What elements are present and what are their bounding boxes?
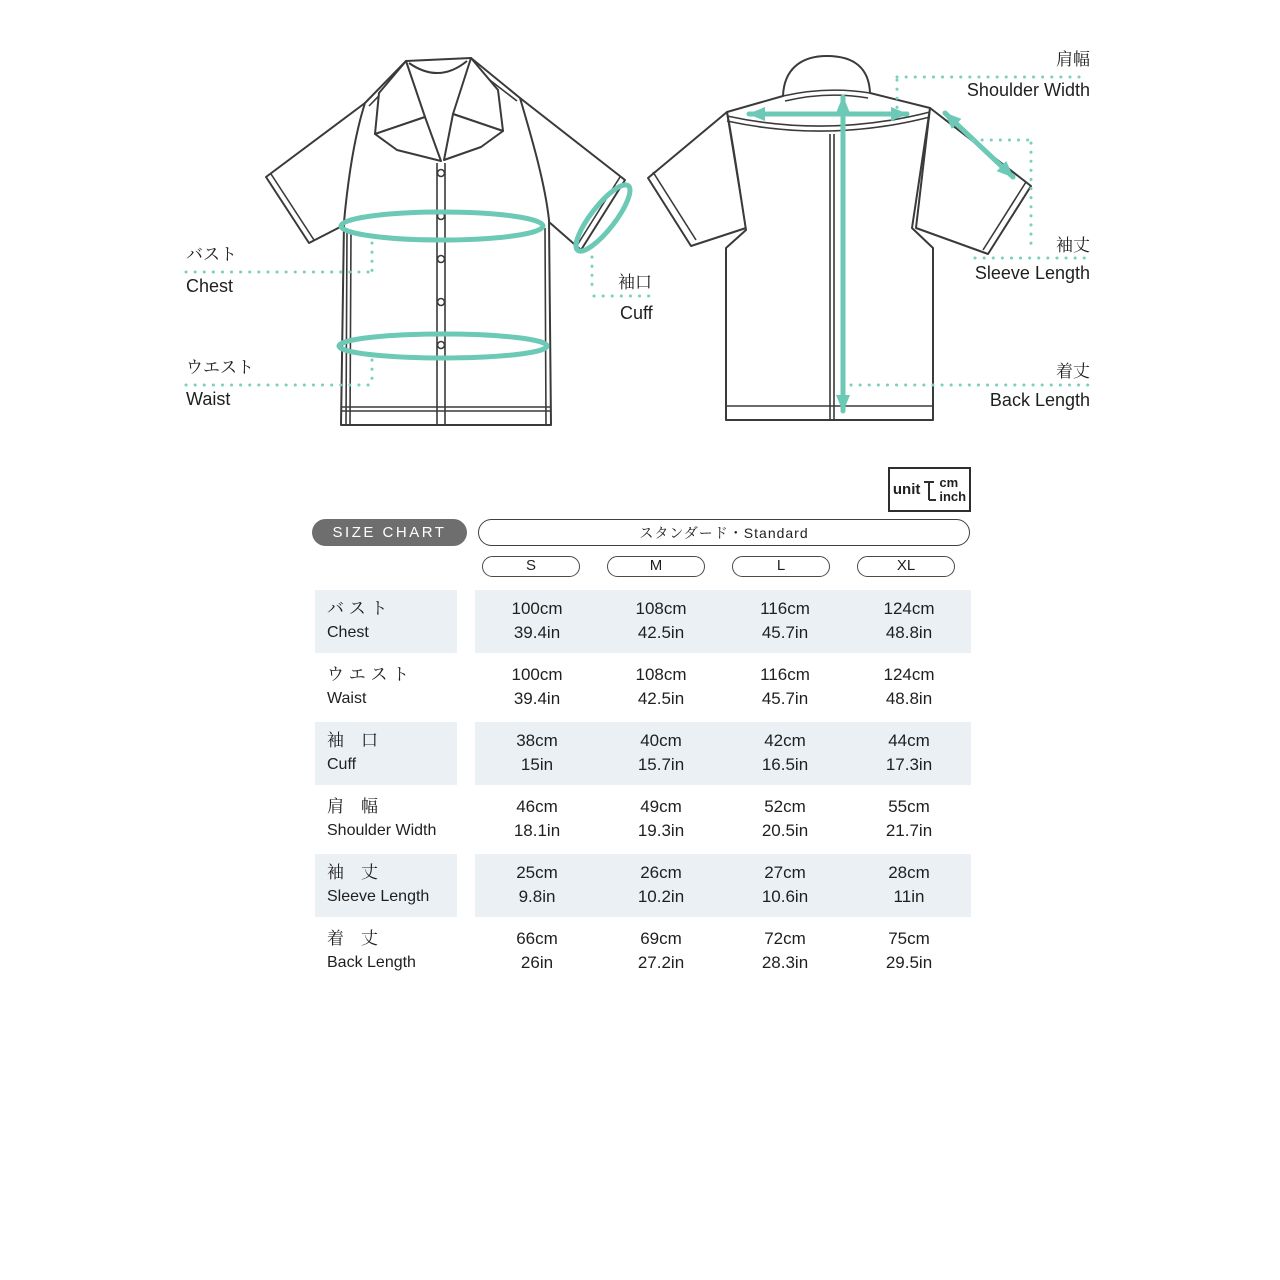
measurement-cell <box>847 590 971 653</box>
measurement-cell <box>847 854 971 917</box>
row-label-jp: 着 丈 <box>327 929 378 948</box>
table-row <box>315 722 971 785</box>
row-label <box>315 788 457 851</box>
value-cm: 100cm <box>511 599 563 618</box>
row-label <box>315 854 457 917</box>
size-chart-title-pill <box>312 519 467 546</box>
row-label-jp: 袖 口 <box>327 731 378 750</box>
value-cm: 108cm <box>635 599 687 618</box>
value-in: 39.4in <box>513 623 561 642</box>
table-row <box>315 788 971 851</box>
measurement-cell <box>599 656 723 719</box>
value-cm: 28cm <box>888 863 930 882</box>
value-in: 15in <box>520 755 554 774</box>
measurement-cell <box>847 920 971 983</box>
value-cm: 25cm <box>516 863 558 882</box>
measurement-cell <box>723 656 847 719</box>
cuff-label-en: Cuff <box>620 303 653 323</box>
value-cm: 66cm <box>516 929 558 948</box>
size-table <box>315 590 971 986</box>
measurement-cell <box>475 920 599 983</box>
table-row <box>315 854 971 917</box>
measurement-cell <box>599 854 723 917</box>
back-length-label-en: Back Length <box>989 390 1090 410</box>
row-label <box>315 656 457 719</box>
value-cm: 38cm <box>516 731 558 750</box>
value-in: 26in <box>520 953 554 972</box>
measurement-cell <box>599 590 723 653</box>
value-cm: 108cm <box>635 665 687 684</box>
unit-inch: inch <box>939 488 967 504</box>
row-label-jp: バ ス ト <box>327 599 388 618</box>
value-cm: 100cm <box>511 665 563 684</box>
row-label-en: Waist <box>327 690 367 707</box>
value-in: 21.7in <box>885 821 933 840</box>
value-in: 42.5in <box>637 623 685 642</box>
variant-pill <box>478 519 970 546</box>
unit-cm: cm <box>939 474 959 490</box>
row-label-en: Cuff <box>327 756 357 773</box>
value-in: 27.2in <box>637 953 685 972</box>
measurement-cell <box>723 920 847 983</box>
row-label-jp: 肩 幅 <box>327 797 378 816</box>
unit-box <box>888 467 971 512</box>
shoulder-label-en: Shoulder Width <box>966 80 1090 100</box>
measurement-cell <box>599 788 723 851</box>
value-cm: 44cm <box>888 731 930 750</box>
unit-label: unit <box>892 481 921 498</box>
row-label-en: Back Length <box>327 954 416 971</box>
table-row <box>315 590 971 653</box>
back-shirt-drawing <box>648 56 1031 420</box>
back-length-label-jp: 着丈 <box>1056 362 1090 381</box>
value-cm: 124cm <box>883 599 935 618</box>
value-cm: 116cm <box>760 599 810 618</box>
table-row <box>315 920 971 983</box>
row-label <box>315 722 457 785</box>
size-pills-row <box>0 556 1280 578</box>
chest-label-jp: バスト <box>186 245 237 264</box>
measurement-cell <box>723 722 847 785</box>
value-in: 10.2in <box>637 887 685 906</box>
measurement-cell <box>723 854 847 917</box>
table-row <box>315 656 971 719</box>
unit-bracket-icon <box>923 474 936 506</box>
value-in: 10.6in <box>761 887 809 906</box>
measurement-cell <box>723 788 847 851</box>
sleeve-label-en: Sleeve Length <box>974 263 1090 283</box>
row-label <box>315 920 457 983</box>
measurement-cell <box>723 590 847 653</box>
value-in: 16.5in <box>761 755 809 774</box>
value-cm: 72cm <box>764 929 806 948</box>
row-label-en: Sleeve Length <box>327 888 430 905</box>
value-in: 28.3in <box>761 953 809 972</box>
measurement-cell <box>599 722 723 785</box>
variant-label: スタンダード・Standard <box>639 524 809 541</box>
value-cm: 42cm <box>764 731 806 750</box>
value-in: 29.5in <box>885 953 933 972</box>
value-in: 48.8in <box>885 689 933 708</box>
value-in: 20.5in <box>761 821 809 840</box>
value-cm: 75cm <box>888 929 930 948</box>
value-cm: 40cm <box>640 731 682 750</box>
value-cm: 124cm <box>883 665 935 684</box>
row-label-jp: 袖 丈 <box>327 863 378 882</box>
value-cm: 55cm <box>888 797 930 816</box>
value-in: 45.7in <box>761 623 809 642</box>
size-pill-0: S <box>482 556 580 577</box>
value-in: 17.3in <box>885 755 933 774</box>
measurement-cell <box>847 788 971 851</box>
measurement-cell <box>847 656 971 719</box>
cuff-label-jp: 袖口 <box>618 273 652 292</box>
measurement-cell <box>847 722 971 785</box>
value-cm: 69cm <box>640 929 682 948</box>
value-in: 42.5in <box>637 689 685 708</box>
measurement-cell <box>599 920 723 983</box>
value-in: 15.7in <box>637 755 685 774</box>
value-in: 39.4in <box>513 689 561 708</box>
row-label-en: Shoulder Width <box>327 822 437 839</box>
shoulder-label-jp: 肩幅 <box>1056 50 1090 69</box>
measurement-cell <box>475 656 599 719</box>
measurement-cell <box>475 722 599 785</box>
size-pill-2: L <box>732 556 830 577</box>
size-pill-3: XL <box>857 556 955 577</box>
value-in: 9.8in <box>518 887 556 906</box>
waist-label-jp: ウエスト <box>186 358 254 377</box>
measurement-cell <box>475 854 599 917</box>
value-in: 19.3in <box>637 821 685 840</box>
value-cm: 46cm <box>516 797 558 816</box>
value-in: 18.1in <box>513 821 561 840</box>
size-chart-title: SIZE CHART <box>332 524 447 541</box>
measurement-cell <box>475 590 599 653</box>
size-pill-1: M <box>607 556 705 577</box>
value-cm: 52cm <box>764 797 806 816</box>
row-label <box>315 590 457 653</box>
chest-label-en: Chest <box>186 276 234 296</box>
value-cm: 49cm <box>640 797 682 816</box>
value-cm: 27cm <box>764 863 806 882</box>
sleeve-label-jp: 袖丈 <box>1056 236 1090 255</box>
measurement-cell <box>475 788 599 851</box>
value-cm: 116cm <box>760 665 810 684</box>
row-label-en: Chest <box>327 624 369 641</box>
row-label-jp: ウ エ ス ト <box>327 665 410 684</box>
waist-label-en: Waist <box>186 389 231 409</box>
value-cm: 26cm <box>640 863 682 882</box>
value-in: 45.7in <box>761 689 809 708</box>
value-in: 11in <box>893 887 925 906</box>
value-in: 48.8in <box>885 623 933 642</box>
